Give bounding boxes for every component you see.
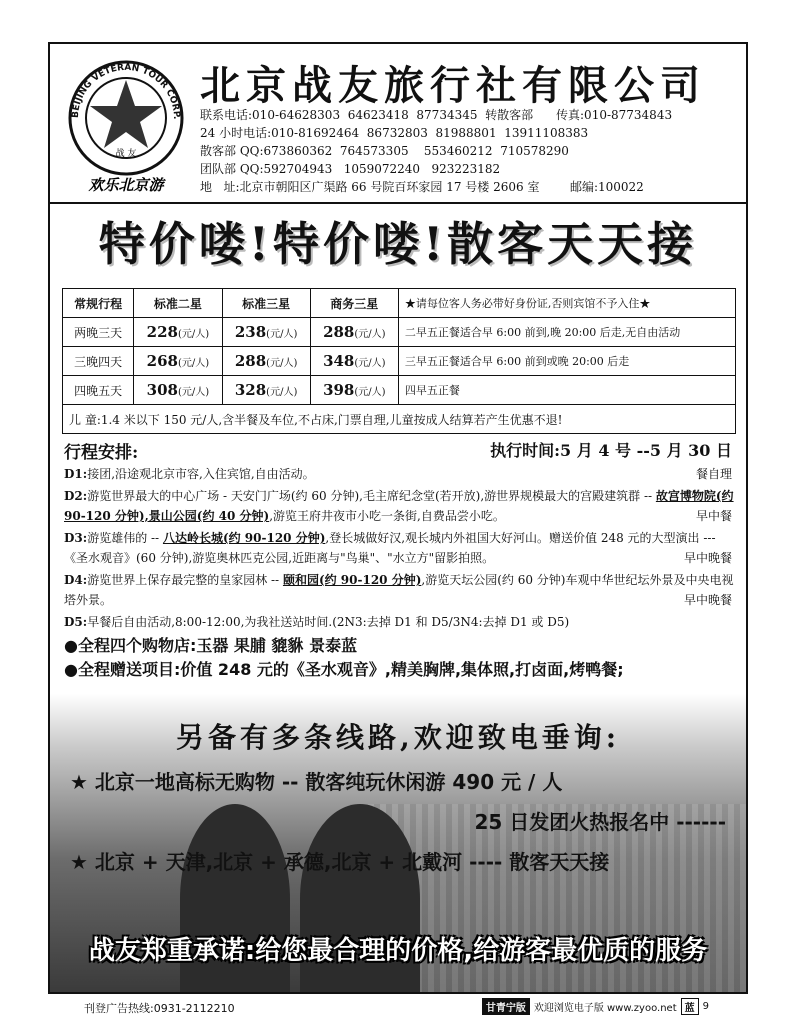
price-cell: 328(元/人)	[222, 376, 310, 405]
promo-departure: 25 日发团火热报名中 ------	[474, 810, 726, 834]
price-cell: 268(元/人)	[134, 347, 222, 376]
logo-slogan: 欢乐北京游	[88, 176, 164, 194]
day-item: D2:游览世界最大的中心广场 - 天安门广场(约 60 分钟),毛主席纪念堂(若开放),游世界规模最大的宫殿建筑群 -- 故宫博物院(约 90-120 分钟),景山公园(约 40 分钟),游览王府井夜市小吃一条街,自费品尝小吃。 早中餐	[64, 486, 736, 526]
logo-ring-text: BEIJING VETERAN TOUR CORP.	[70, 62, 182, 120]
table-row	[63, 376, 736, 405]
page-frame	[48, 42, 748, 994]
price-cell: 398(元/人)	[310, 376, 398, 405]
promo-photo-area	[50, 694, 746, 994]
child-policy: 儿 童:1.4 米以下 150 元/人,含半餐及车位,不占床,门票自理,儿童按成人结算若产生优惠不退!	[63, 405, 736, 434]
gifts-list: ●全程赠送项目:价值 248 元的《圣水观音》,精美胸牌,集体照,打卤面,烤鸭餐;	[64, 660, 624, 679]
meal-info: 早中晚餐	[683, 551, 732, 565]
trip-cell: 两晚三天	[63, 318, 134, 347]
meal-info: 早中晚餐	[683, 593, 732, 607]
logo-center-text: 战 友	[115, 149, 137, 159]
contact-line: 24 小时电话:010-81692464 86732803 81988801 13911108383	[200, 126, 589, 140]
column-header: 商务三星	[310, 289, 398, 318]
itinerary-days	[64, 464, 736, 680]
day-item: D1:接团,沿途观北京市容,入住宾馆,自由活动。 餐自理	[64, 464, 736, 484]
company-name: 北京战友旅行社有限公司	[200, 62, 706, 109]
footer-text: 欢迎浏览电子版 www.zyoo.net	[533, 1003, 677, 1014]
note-cell: 三早五正餐适合早 6:00 前到或晚 20:00 后走	[398, 347, 735, 376]
price-cell: 348(元/人)	[310, 347, 398, 376]
column-header: 标准二星	[134, 289, 222, 318]
day-item: D4:游览世界上保存最完整的皇家园林 -- 颐和园(约 90-120 分钟),游览天坛公园(约 60 分钟)车观中华世纪坛外景及中央电视塔外景。 早中晚餐	[64, 570, 736, 610]
promo-promise: 战友郑重承诺:给您最合理的价格,给游客最优质的服务	[88, 936, 708, 966]
price-cell: 288(元/人)	[222, 347, 310, 376]
contact-info	[200, 106, 672, 196]
itinerary-title: 行程安排:	[64, 443, 139, 463]
child-row	[63, 405, 736, 434]
price-cell: 288(元/人)	[310, 318, 398, 347]
ad-hotline: 刊登广告热线:0931-2112210	[84, 1002, 235, 1015]
shopping-list: ●全程四个购物店:玉器 果脯 貔貅 景泰蓝	[64, 636, 358, 655]
trip-cell: 四晚五天	[63, 376, 134, 405]
itinerary-dates: 执行时间:5 月 4 号 --5 月 30 日	[490, 441, 732, 460]
day-item: D3:游览雄伟的 -- 八达岭长城(约 90-120 分钟),登长城做好汉,观长城内外祖国大好河山。赠送价值 248 元的大型演出 ---《圣水观音》(60 分钟),游览奥林匹克公园,近距离与"鸟巢"、"水立方"留影拍照。 早中晚餐	[64, 528, 736, 568]
price-table	[62, 288, 736, 434]
company-header	[50, 44, 746, 204]
edition-tag: 甘青宁版	[482, 998, 530, 1015]
contact-line: 联系电话:010-64628303 64623418 87734345 转散客部 传真:010-87734843	[200, 108, 673, 122]
page-number: 9	[702, 1001, 709, 1012]
table-header-row	[63, 289, 736, 318]
contact-line: 散客部 QQ:673860362 764573305 553460212 710578290	[200, 144, 569, 158]
contact-line: 地 址:北京市朝阳区广渠路 66 号院百环家园 17 号楼 2606 室 邮编:100022	[200, 180, 644, 194]
table-row	[63, 347, 736, 376]
column-header: ★请每位客人务必带好身份证,否则宾馆不予入住★	[398, 289, 735, 318]
promo-route-1: ★ 北京一地高标无购物 -- 散客纯玩休闲游 490 元 / 人	[70, 770, 563, 794]
promo-headline: 另备有多条线路,欢迎致电垂询:	[175, 721, 621, 754]
star-icon	[90, 80, 162, 148]
trip-cell: 三晚四天	[63, 347, 134, 376]
price-cell: 238(元/人)	[222, 318, 310, 347]
note-cell: 二早五正餐适合早 6:00 前到,晚 20:00 后走,无自由活动	[398, 318, 735, 347]
price-cell: 308(元/人)	[134, 376, 222, 405]
promo-banner	[50, 206, 746, 276]
note-cell: 四早五正餐	[398, 376, 735, 405]
color-tag: 蓝	[681, 998, 699, 1015]
contact-line: 团队部 QQ:592704943 1059072240 923223182	[200, 162, 501, 176]
table-row	[63, 318, 736, 347]
column-header: 常规行程	[63, 289, 134, 318]
promo-route-2: ★ 北京 + 天津,北京 + 承德,北京 + 北戴河 ---- 散客天天接	[70, 850, 610, 874]
meal-info: 餐自理	[695, 467, 732, 481]
column-header: 标准三星	[222, 289, 310, 318]
meal-info: 早中餐	[695, 509, 732, 523]
page-footer	[482, 998, 709, 1015]
banner-text: 特价喽!特价喽!散客天天接	[98, 217, 698, 271]
day-item: D5:早餐后自由活动,8:00-12:00,为我社送站时间.(2N3:去掉 D1 和 D5/3N4:去掉 D1 或 D5)	[64, 615, 570, 629]
price-cell: 228(元/人)	[134, 318, 222, 347]
company-logo	[64, 56, 204, 196]
